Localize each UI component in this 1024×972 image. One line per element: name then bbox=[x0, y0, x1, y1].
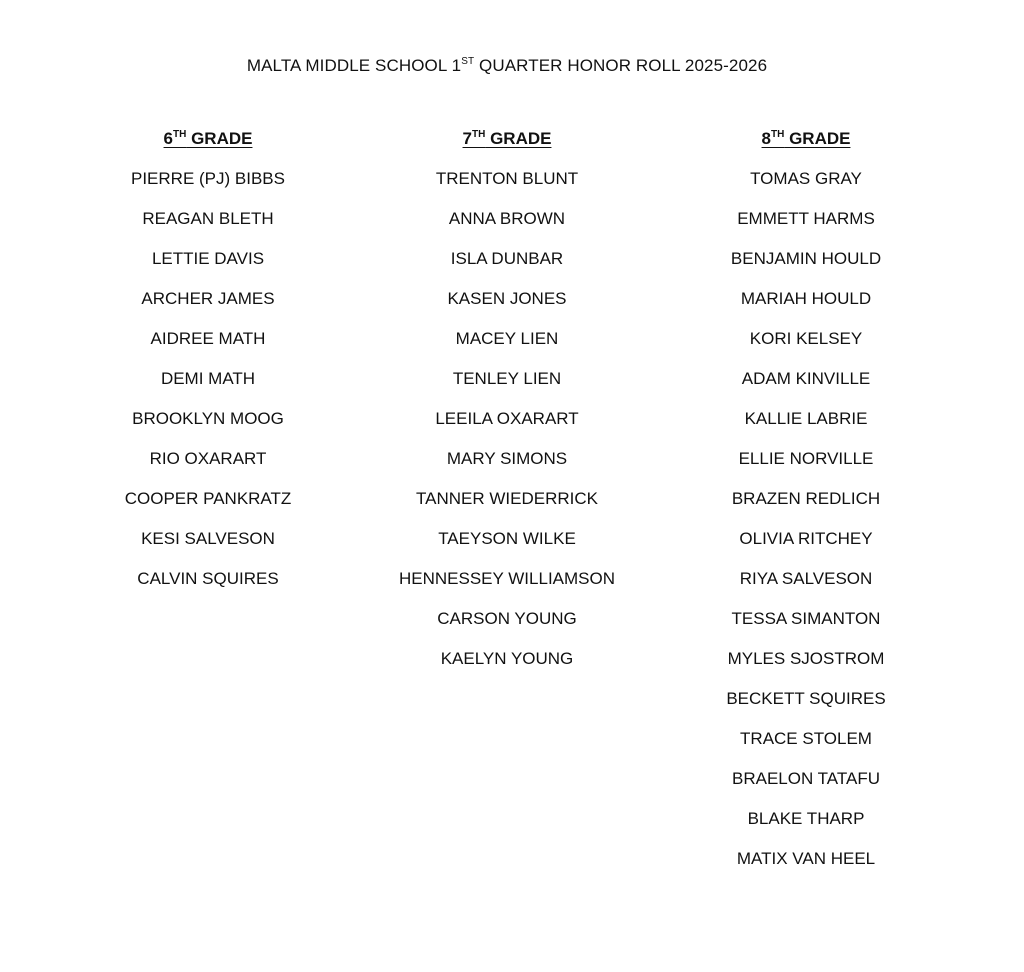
grade-6-heading bbox=[58, 126, 358, 156]
grade-8-column bbox=[656, 126, 956, 886]
student-name: ARCHER JAMES bbox=[141, 289, 275, 308]
grade-number: 8 bbox=[761, 129, 771, 148]
student-name: KALLIE LABRIE bbox=[744, 409, 868, 428]
student-name: MACEY LIEN bbox=[455, 329, 559, 348]
student-name: TRENTON BLUNT bbox=[435, 169, 579, 188]
student-name: CARSON YOUNG bbox=[437, 609, 577, 628]
title-ordinal-suffix: ST bbox=[461, 56, 475, 67]
student-name: REAGAN BLETH bbox=[142, 209, 274, 228]
student-name: LETTIE DAVIS bbox=[151, 249, 265, 268]
student-name: ISLA DUNBAR bbox=[450, 249, 564, 268]
grade-8-student-list bbox=[656, 166, 956, 886]
student-name: BLAKE THARP bbox=[747, 809, 865, 828]
student-name: ADAM KINVILLE bbox=[741, 369, 871, 388]
student-name: EMMETT HARMS bbox=[737, 209, 875, 228]
student-name: TENLEY LIEN bbox=[452, 369, 562, 388]
grade-6-column bbox=[58, 126, 358, 606]
grade-label: GRADE bbox=[186, 129, 253, 148]
grade-7-column bbox=[357, 126, 657, 686]
student-name: CALVIN SQUIRES bbox=[137, 569, 279, 588]
student-name: TANNER WIEDERRICK bbox=[416, 489, 598, 508]
grade-ordinal-suffix: TH bbox=[771, 129, 785, 140]
student-name: MATIX VAN HEEL bbox=[736, 849, 876, 868]
student-name: MARIAH HOULD bbox=[740, 289, 872, 308]
grade-6-student-list bbox=[58, 166, 358, 606]
student-name: MYLES SJOSTROM bbox=[727, 649, 885, 668]
student-name: TAEYSON WILKE bbox=[438, 529, 576, 548]
grade-ordinal-suffix: TH bbox=[173, 129, 187, 140]
student-name: BECKETT SQUIRES bbox=[726, 689, 886, 708]
student-name: KESI SALVESON bbox=[141, 529, 275, 548]
student-name: ANNA BROWN bbox=[448, 209, 566, 228]
student-name: BENJAMIN HOULD bbox=[730, 249, 882, 268]
grade-label: GRADE bbox=[485, 129, 552, 148]
student-name: TOMAS GRAY bbox=[750, 169, 862, 188]
student-name: DEMI MATH bbox=[160, 369, 256, 388]
title-prefix: MALTA MIDDLE SCHOOL 1 bbox=[246, 56, 462, 75]
grade-7-student-list bbox=[357, 166, 657, 686]
student-name: TRACE STOLEM bbox=[740, 729, 872, 748]
student-name: HENNESSEY WILLIAMSON bbox=[398, 569, 616, 588]
student-name: MARY SIMONS bbox=[446, 449, 568, 468]
student-name: BRAZEN REDLICH bbox=[731, 489, 881, 508]
student-name: AIDREE MATH bbox=[150, 329, 266, 348]
student-name: ELLIE NORVILLE bbox=[738, 449, 874, 468]
grade-number: 7 bbox=[462, 129, 472, 148]
student-name: OLIVIA RITCHEY bbox=[739, 529, 873, 548]
grade-number: 6 bbox=[163, 129, 173, 148]
student-name: RIO OXARART bbox=[149, 449, 267, 468]
student-name: BROOKLYN MOOG bbox=[132, 409, 284, 428]
student-name: KORI KELSEY bbox=[749, 329, 863, 348]
student-name: LEEILA OXARART bbox=[435, 409, 579, 428]
student-name: KAELYN YOUNG bbox=[440, 649, 574, 668]
grade-label: GRADE bbox=[784, 129, 851, 148]
page-title bbox=[0, 56, 1014, 76]
student-name: KASEN JONES bbox=[447, 289, 567, 308]
grade-ordinal-suffix: TH bbox=[472, 129, 486, 140]
grade-8-heading bbox=[656, 126, 956, 156]
title-rest: QUARTER HONOR ROLL 2025-2026 bbox=[474, 56, 768, 75]
student-name: BRAELON TATAFU bbox=[732, 769, 880, 788]
student-name: TESSA SIMANTON bbox=[731, 609, 881, 628]
grade-7-heading bbox=[357, 126, 657, 156]
student-name: RIYA SALVESON bbox=[739, 569, 873, 588]
student-name: COOPER PANKRATZ bbox=[124, 489, 292, 508]
student-name: PIERRE (PJ) BIBBS bbox=[131, 169, 285, 188]
